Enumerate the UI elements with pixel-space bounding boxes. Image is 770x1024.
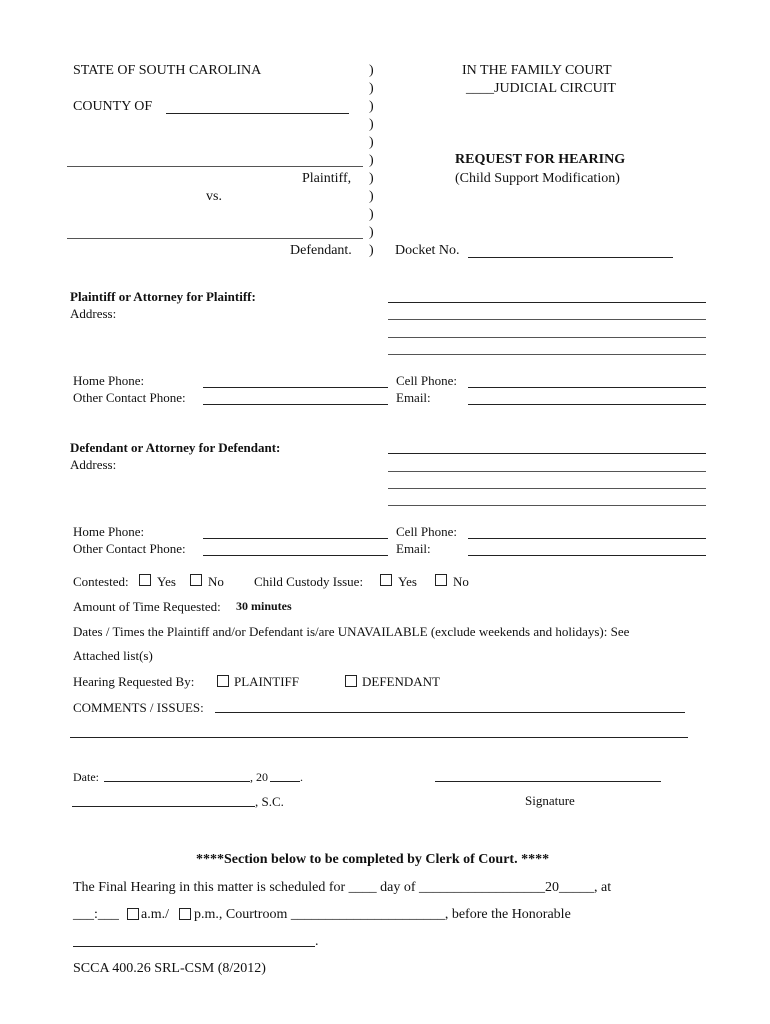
- form-title: REQUEST FOR HEARING: [455, 152, 626, 167]
- comments-field-line2[interactable]: [70, 737, 688, 738]
- attached-text: Attached list(s): [73, 648, 153, 663]
- form-id: SCCA 400.26 SRL-CSM (8/2012): [73, 961, 266, 976]
- date-end: .: [300, 770, 303, 784]
- caption-paren: ): [369, 243, 374, 258]
- hearing-day-field[interactable]: ____: [348, 880, 377, 895]
- circuit-blank[interactable]: ____: [466, 81, 494, 96]
- unavailable-text: Dates / Times the Plaintiff and/or Defendant is/are UNAVAILABLE (exclude weekends and holidays): See: [73, 624, 630, 639]
- caption-paren: ): [369, 189, 374, 204]
- defendant-label: Defendant.: [290, 243, 352, 258]
- custody-yes-label: Yes: [398, 574, 417, 589]
- caption-paren: ): [369, 225, 374, 240]
- state-label: STATE OF SOUTH CAROLINA: [73, 63, 262, 78]
- hearing-time-line: [73, 908, 119, 922]
- county-label: COUNTY OF: [73, 99, 153, 114]
- date-field[interactable]: [104, 781, 250, 782]
- caption-paren: ): [369, 135, 374, 150]
- plaintiff-address-line[interactable]: [388, 354, 706, 355]
- comments-field[interactable]: [215, 712, 685, 713]
- date-year-prefix: , 20: [250, 770, 268, 784]
- plaintiff-heading: Plaintiff or Attorney for Plaintiff:: [70, 289, 256, 304]
- contested-yes-checkbox[interactable]: [139, 574, 151, 586]
- judicial-circuit: [466, 82, 616, 96]
- requested-by-defendant-label: DEFENDANT: [362, 674, 440, 689]
- plaintiff-address-label: Address:: [70, 306, 117, 321]
- contested-no-checkbox[interactable]: [190, 574, 202, 586]
- requested-by-plaintiff-checkbox[interactable]: [217, 675, 229, 687]
- at-label: , at: [594, 880, 612, 895]
- date-label: Date:: [73, 770, 99, 784]
- custody-no-label: No: [453, 574, 469, 589]
- defendant-other-phone-field[interactable]: [203, 555, 388, 556]
- contested-yes-label: Yes: [157, 574, 176, 589]
- requested-by-label: Hearing Requested By:: [73, 674, 195, 689]
- plaintiff-name-line: [67, 166, 363, 167]
- time-requested-value: 30 minutes: [236, 599, 292, 613]
- plaintiff-name-field[interactable]: [70, 150, 360, 164]
- docket-line: [468, 257, 673, 258]
- caption-paren: ): [369, 207, 374, 222]
- time-colon: :: [94, 907, 98, 922]
- judge-line-end: .: [315, 934, 319, 949]
- hearing-minute-field[interactable]: ___: [97, 907, 119, 922]
- caption-paren: ): [369, 63, 374, 78]
- defendant-address-line[interactable]: [388, 471, 706, 472]
- caption-paren: ): [369, 81, 374, 96]
- hearing-hour-field[interactable]: ___: [73, 907, 94, 922]
- requested-by-plaintiff-label: PLAINTIFF: [234, 674, 300, 689]
- caption-paren: ): [369, 171, 374, 186]
- contested-label: Contested:: [73, 574, 129, 589]
- caption-paren: ): [369, 153, 374, 168]
- date-year-field[interactable]: [270, 781, 300, 782]
- caption-paren: ): [369, 99, 374, 114]
- plaintiff-other-phone-field[interactable]: [203, 404, 388, 405]
- judge-name-field[interactable]: [73, 946, 315, 947]
- defendant-cell-phone-field[interactable]: [468, 538, 706, 539]
- plaintiff-address-line[interactable]: [388, 302, 706, 303]
- custody-yes-checkbox[interactable]: [380, 574, 392, 586]
- plaintiff-cell-phone-label: Cell Phone:: [396, 373, 458, 388]
- hearing-month-field[interactable]: __________________: [419, 880, 546, 895]
- defendant-cell-phone-label: Cell Phone:: [396, 524, 458, 539]
- plaintiff-home-phone-field[interactable]: [203, 387, 388, 388]
- defendant-address-line[interactable]: [388, 488, 706, 489]
- defendant-address-line[interactable]: [388, 505, 706, 506]
- time-requested-label: Amount of Time Requested:: [73, 599, 221, 614]
- requested-by-defendant-checkbox[interactable]: [345, 675, 357, 687]
- county-line: [166, 113, 349, 114]
- plaintiff-other-phone-label: Other Contact Phone:: [73, 390, 186, 405]
- sc-suffix: , S.C.: [255, 794, 284, 809]
- final-hearing-text: The Final Hearing in this matter is scheduled for: [73, 880, 346, 895]
- hearing-room-line: [194, 908, 571, 922]
- form-subtitle: (Child Support Modification): [455, 171, 620, 186]
- docket-field[interactable]: [470, 241, 670, 255]
- plaintiff-home-phone-label: Home Phone:: [73, 373, 145, 388]
- comments-label: COMMENTS / ISSUES:: [73, 700, 204, 715]
- hearing-year-field[interactable]: _____: [559, 880, 595, 895]
- pm-checkbox[interactable]: [179, 908, 191, 920]
- court-name: IN THE FAMILY COURT: [462, 63, 612, 78]
- county-field[interactable]: [168, 98, 346, 112]
- plaintiff-address-line[interactable]: [388, 319, 706, 320]
- before-honorable-label: , before the Honorable: [444, 907, 571, 922]
- vs-label: vs.: [206, 189, 222, 204]
- defendant-name-field[interactable]: [70, 222, 360, 236]
- am-label: a.m./: [141, 907, 169, 922]
- defendant-email-field[interactable]: [468, 555, 706, 556]
- pm-courtroom-label: p.m., Courtroom: [194, 907, 288, 922]
- plaintiff-cell-phone-field[interactable]: [468, 387, 706, 388]
- plaintiff-email-field[interactable]: [468, 404, 706, 405]
- location-field[interactable]: [72, 806, 255, 807]
- caption-paren: ): [369, 117, 374, 132]
- final-hearing-line: [73, 881, 611, 895]
- defendant-home-phone-field[interactable]: [203, 538, 388, 539]
- defendant-name-line: [67, 238, 363, 239]
- defendant-heading: Defendant or Attorney for Defendant:: [70, 440, 281, 455]
- defendant-address-line[interactable]: [388, 453, 706, 454]
- defendant-home-phone-label: Home Phone:: [73, 524, 145, 539]
- defendant-other-phone-label: Other Contact Phone:: [73, 541, 186, 556]
- defendant-address-label: Address:: [70, 457, 117, 472]
- day-of-label: day of: [380, 880, 416, 895]
- signature-field[interactable]: [435, 781, 661, 782]
- courtroom-field[interactable]: ______________________: [290, 907, 445, 922]
- plaintiff-email-label: Email:: [396, 390, 431, 405]
- contested-no-label: No: [208, 574, 224, 589]
- year-prefix: 20: [545, 880, 560, 895]
- plaintiff-address-line[interactable]: [388, 337, 706, 338]
- defendant-email-label: Email:: [396, 541, 431, 556]
- custody-label: Child Custody Issue:: [254, 574, 364, 589]
- docket-label: Docket No.: [395, 243, 460, 258]
- custody-no-checkbox[interactable]: [435, 574, 447, 586]
- signature-label: Signature: [525, 793, 575, 808]
- plaintiff-label: Plaintiff,: [302, 171, 352, 186]
- circuit-label: JUDICIAL CIRCUIT: [494, 81, 616, 96]
- am-checkbox[interactable]: [127, 908, 139, 920]
- clerk-heading: ****Section below to be completed by Clerk of Court. ****: [196, 852, 550, 867]
